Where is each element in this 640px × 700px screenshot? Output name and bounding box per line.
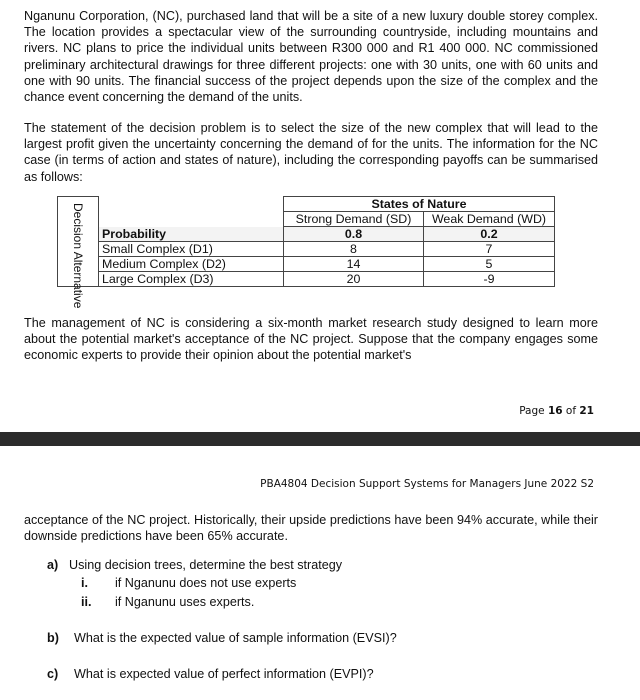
row-label: Medium Complex (D2)	[99, 257, 284, 272]
question-a-ii: ii. if Nganunu uses experts.	[81, 595, 255, 609]
payoff-sd: 14	[284, 257, 424, 272]
weak-demand-header: Weak Demand (WD)	[424, 212, 555, 227]
research-paragraph: The management of NC is considering a six-month market research study designed to learn more about the potential market's acceptance of the NC project. Suppose that the company engages some economic experts to provide their opinion about the potential market's	[24, 316, 598, 363]
row-label: Small Complex (D1)	[99, 242, 284, 257]
payoff-wd: 7	[424, 242, 555, 257]
strong-demand-header: Strong Demand (SD)	[284, 212, 424, 227]
question-b: b) What is the expected value of sample information (EVSI)?	[47, 631, 397, 645]
statement-paragraph: The statement of the decision problem is to select the size of the new complex that will lead to the largest profit given the uncertainty concerning the demand of for the units. The information for the NC case (in terms of action and states of nature), including the corresponding payoffs can be summarised as follows:	[24, 121, 598, 184]
question-a-i: i. if Nganunu does not use experts	[81, 576, 297, 590]
decision-alternative-label: Decision Alternative	[71, 203, 85, 309]
intro-paragraph: Nganunu Corporation, (NC), purchased land that will be a site of a new luxury double storey complex. The location provides a spectacular view of the surrounding countryside, including mountains and rivers. NC plans to price the individual units between R300 000 and R1 400 000. NC commissioned preliminary architectural drawings for three different projects: one with 30 units, one with 60 units and one with 90 units. The financial success of the project depends upon the size of the complex and the chance event concerning the demand of the units.	[24, 9, 598, 105]
page-number: Page 16 of 21	[519, 405, 594, 417]
payoff-wd: 5	[424, 257, 555, 272]
payoff-sd: 20	[284, 272, 424, 287]
table-row	[58, 242, 555, 257]
question-a: a) Using decision trees, determine the best strategy	[47, 558, 343, 572]
table-row	[58, 272, 555, 287]
payoff-table	[57, 196, 555, 309]
probability-wd: 0.2	[424, 227, 555, 242]
row-label: Large Complex (D3)	[99, 272, 284, 287]
page-break-bar	[0, 432, 640, 446]
question-c: c) What is expected value of perfect information (EVPI)?	[47, 667, 374, 681]
probability-label: Probability	[99, 227, 284, 242]
probability-sd: 0.8	[284, 227, 424, 242]
continuation-paragraph: acceptance of the NC project. Historically, their upside predictions have been 94% accurate, while their downside predictions have been 65% accurate.	[24, 513, 598, 544]
payoff-sd: 8	[284, 242, 424, 257]
states-of-nature-header: States of Nature	[284, 197, 555, 212]
payoff-wd: -9	[424, 272, 555, 287]
running-header: PBA4804 Decision Support Systems for Managers June 2022 S2	[260, 478, 594, 490]
decision-alternative-header	[58, 197, 99, 309]
table-row	[58, 257, 555, 272]
